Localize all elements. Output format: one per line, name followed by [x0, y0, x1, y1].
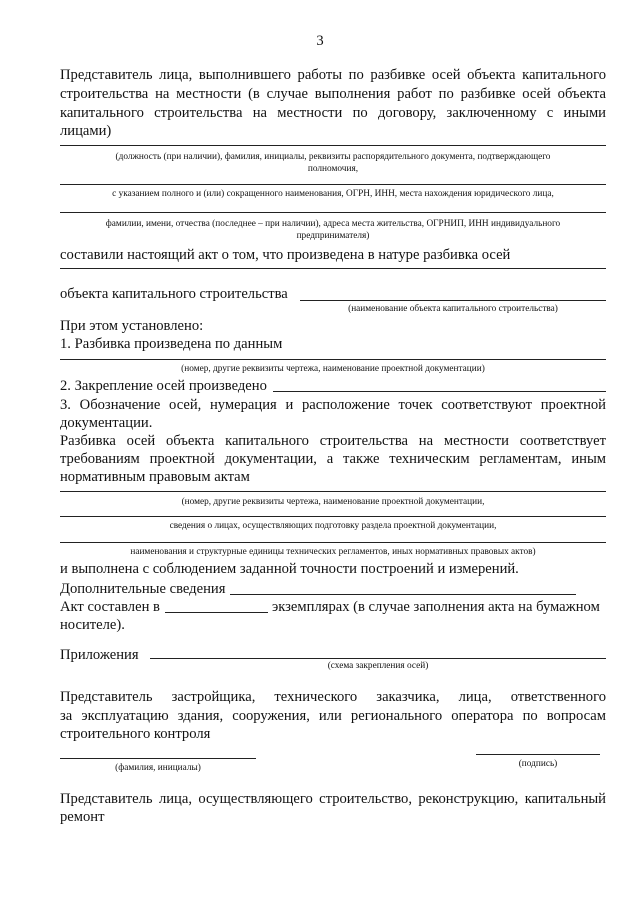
- object-label: объекта капитального строительства: [60, 286, 288, 302]
- fill-line-object: [300, 300, 606, 301]
- fill-line-axes: [60, 268, 606, 269]
- act-statement: составили настоящий акт о том, что произведена в натуре разбивка осей: [60, 247, 511, 263]
- fill-line-fixing: [273, 391, 606, 392]
- additional-label: Дополнительные сведения: [60, 581, 226, 597]
- caption-person-1: фамилии, имени, отчества (последнее – при наличии), адреса места жительства, ОГРНИП, ИНН индивидуального: [105, 219, 561, 229]
- fill-line-drawing-1: [60, 359, 606, 360]
- rep-performer-line-4: лицами): [60, 123, 112, 139]
- caption-position-2: полномочия,: [307, 164, 359, 174]
- compliance-line-3: нормативным правовым актам: [60, 469, 250, 485]
- caption-person-2: предпринимателя): [296, 231, 370, 241]
- fill-line-position: [60, 145, 606, 146]
- fill-line-regulations: [60, 542, 606, 543]
- item-3-line-1: 3. Обозначение осей, нумерация и расположение точек соответствуют проектной: [60, 397, 606, 413]
- fill-line-signature: [476, 754, 600, 755]
- caption-drawing-1: (номер, другие реквизиты чертежа, наименование проектной документации): [181, 364, 485, 374]
- copies-suffix: экземплярах (в случае заполнения акта на бумажном: [272, 599, 600, 615]
- rep-performer-line-3: капитального строительства на местности по договору, заключенному с иными: [60, 105, 606, 121]
- appendix-label: Приложения: [60, 647, 139, 663]
- compliance-line-2: требованиям проектной документации, а также техническим регламентам, иным: [60, 451, 606, 467]
- caption-object: (наименование объекта капитального строительства): [348, 304, 558, 314]
- accuracy-statement: и выполнена с соблюдением заданной точности построений и измерений.: [60, 561, 519, 577]
- rep-developer-line-3: строительного контроля: [60, 726, 211, 742]
- rep-developer-line-1: Представитель застройщика, технического заказчика, лица, ответственного: [60, 689, 606, 705]
- item-1: 1. Разбивка произведена по данным: [60, 336, 283, 352]
- item-2: 2. Закрепление осей произведено: [60, 378, 267, 394]
- rep-performer-line-2: строительства на местности (в случае выполнения работ по разбивке осей объекта: [60, 86, 606, 102]
- fill-line-person: [60, 212, 606, 213]
- fill-line-appendix: [150, 658, 606, 659]
- fill-line-copies: [165, 612, 268, 613]
- caption-scheme: (схема закрепления осей): [327, 661, 429, 671]
- item-3-line-2: документации.: [60, 415, 153, 431]
- rep-developer-line-2: за эксплуатацию здания, сооружения, или регионального оператора по вопросам: [60, 708, 606, 724]
- compliance-line-1: Разбивка осей объекта капитального строительства на местности соответствует: [60, 433, 606, 449]
- copies-line-2: носителе).: [60, 617, 125, 633]
- rep-builder-line-2: ремонт: [60, 809, 105, 825]
- fill-line-fio: [60, 758, 256, 759]
- caption-regulations: наименования и структурные единицы технических регламентов, иных нормативных правовых актов): [130, 547, 536, 557]
- fill-line-additional: [230, 594, 576, 595]
- rep-performer-line-1: Представитель лица, выполнившего работы по разбивке осей объекта капитального: [60, 67, 606, 83]
- caption-position-1: (должность (при наличии), фамилия, инициалы, реквизиты распорядительного документа, подтверждающего: [115, 152, 551, 162]
- fill-line-persons-design: [60, 516, 606, 517]
- established-label: При этом установлено:: [60, 318, 204, 334]
- caption-signature: (подпись): [518, 759, 558, 769]
- caption-persons-design: сведения о лицах, осуществляющих подготовку раздела проектной документации,: [169, 521, 497, 531]
- copies-prefix: Акт составлен в: [60, 599, 160, 615]
- caption-fio: (фамилия, инициалы): [115, 763, 201, 773]
- caption-drawing-2: (номер, другие реквизиты чертежа, наименование проектной документации,: [181, 497, 485, 507]
- fill-line-name: [60, 184, 606, 185]
- rep-builder-line-1: Представитель лица, осуществляющего строительство, реконструкцию, капитальный: [60, 791, 606, 807]
- page-number: 3: [316, 33, 324, 49]
- caption-name: с указанием полного и (или) сокращенного наименования, ОГРН, ИНН, места нахождения юридического лица,: [112, 189, 554, 199]
- fill-line-drawing-2: [60, 491, 606, 492]
